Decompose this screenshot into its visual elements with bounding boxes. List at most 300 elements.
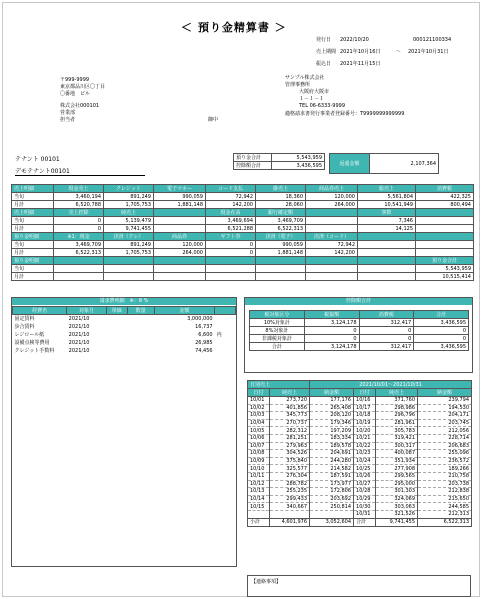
value-cell: 0: [414, 335, 469, 343]
value-cell: [256, 273, 306, 281]
daily-cell: 10/04: [248, 419, 270, 427]
header-cell: [54, 257, 104, 265]
daily-cell: 203,738: [418, 480, 472, 488]
value-cell: 264,000: [154, 249, 206, 257]
daily-cell: 10/28: [354, 488, 376, 496]
daily-cell: 255,096: [418, 450, 472, 458]
total-cell: 3,052,604: [310, 518, 354, 526]
daily-cell: 281,961: [376, 419, 418, 427]
deduction-row: [250, 343, 469, 351]
daily-row: [248, 510, 472, 518]
daily-cell: [248, 510, 270, 518]
row-label: 当旬: [12, 217, 54, 225]
header-cell: 決済（コード）: [306, 233, 358, 241]
header-cell: [206, 257, 256, 265]
daily-row: [248, 412, 472, 420]
value-cell: 0: [54, 217, 104, 225]
daily-cell: 187,591: [310, 472, 354, 480]
daily-cell: 265,408: [310, 404, 354, 412]
daily-cell: 10/01: [248, 397, 270, 405]
daily-cell: 10/29: [354, 495, 376, 503]
row-label: 当旬: [12, 241, 54, 249]
issuer-address-1: 大阪府大阪市: [299, 89, 330, 95]
daily-cell: 204,171: [418, 412, 472, 420]
daily-cell: 212,313: [418, 510, 472, 518]
header-row: [12, 257, 474, 265]
fees-table: [12, 306, 236, 355]
tenant-code: 00101: [40, 156, 60, 163]
value-cell: 891,249: [104, 241, 154, 249]
daily-cell: 228,714: [418, 434, 472, 442]
header-cell: 純売上: [270, 389, 310, 397]
daily-cell: 10/22: [354, 442, 376, 450]
daily-cell: 214,582: [310, 465, 354, 473]
table-row: [12, 241, 474, 249]
fee-cell: [106, 331, 127, 339]
daily-cell: 296,796: [376, 412, 418, 420]
header-cell: 納金額: [310, 389, 354, 397]
tenant-label-text: テナント: [15, 156, 39, 163]
daily-cell: 305,783: [376, 427, 418, 435]
daily-cell: 300,317: [376, 442, 418, 450]
total-row: [248, 518, 472, 526]
fee-cell: [127, 339, 154, 347]
daily-cell: 277,908: [376, 465, 418, 473]
daily-cell: 304,526: [270, 450, 310, 458]
summary-table: [233, 153, 325, 170]
daily-row: [248, 488, 472, 496]
value-cell: 3,436,595: [414, 343, 469, 351]
daily-cell: 244,280: [310, 457, 354, 465]
value-cell: [306, 273, 358, 281]
daily-cell: 10/17: [354, 404, 376, 412]
daily-label: 日別売上: [248, 381, 310, 389]
value-cell: 72,942: [306, 241, 358, 249]
header-row: [12, 185, 474, 193]
daily-cell: 203,692: [310, 495, 354, 503]
daily-row: [248, 450, 472, 458]
header-cell: [416, 233, 474, 241]
value-cell: 3,124,178: [304, 319, 359, 327]
value-cell: 800,494: [416, 201, 474, 209]
deduct-total: 3,436,595: [272, 162, 325, 170]
daily-cell: 10/13: [248, 488, 270, 496]
header-row: [12, 233, 474, 241]
table-row: [12, 265, 474, 273]
issuer-name: サンプル株式会社: [285, 75, 325, 81]
header-cell: ギフト券: [206, 233, 256, 241]
value-cell: 5,543,959: [416, 265, 474, 273]
recipient-zip: 〒999-9999: [60, 77, 90, 83]
deposit-total: 5,543,959: [272, 154, 325, 162]
daily-cell: 10/20: [354, 427, 376, 435]
table-row: [12, 225, 474, 233]
daily-cell: 10/09: [248, 457, 270, 465]
header-cell: 商品券売上: [306, 185, 358, 193]
daily-cell: 215,650: [418, 495, 472, 503]
daily-cell: 270,737: [270, 419, 310, 427]
daily-cell: 324,069: [376, 495, 418, 503]
daily-cell: 10/02: [248, 404, 270, 412]
value-cell: [306, 217, 358, 225]
header-cell: 純売上: [376, 389, 418, 397]
value-cell: 0: [206, 241, 256, 249]
value-cell: [206, 273, 256, 281]
daily-cell: [270, 510, 310, 518]
tenant-label: [15, 156, 60, 163]
daily-cell: 212,838: [418, 488, 472, 496]
daily-row: [248, 495, 472, 503]
recipient-dept: 営業部: [60, 110, 76, 116]
daily-cell: 273,720: [270, 397, 310, 405]
daily-cell: 288,782: [270, 480, 310, 488]
daily-cell: 400,087: [376, 450, 418, 458]
fee-cell: 6,600: [198, 331, 213, 338]
daily-cell: 255,235: [270, 488, 310, 496]
deduction-row: [250, 335, 469, 343]
deduction-row: [250, 319, 469, 327]
header-cell: 消費税: [416, 185, 474, 193]
daily-cell: 10/14: [248, 495, 270, 503]
daily-cell: 10/21: [354, 434, 376, 442]
header-cell: 金額: [154, 307, 214, 315]
fee-cell: [127, 331, 154, 339]
deduction-title: 控除額合計: [245, 298, 472, 305]
daily-cell: 10/11: [248, 472, 270, 480]
daily-row: [248, 457, 472, 465]
fee-name: クレジット手数料: [14, 347, 55, 354]
fee-cell: [215, 339, 236, 347]
fee-row: [13, 323, 236, 331]
fee-row: [13, 315, 236, 323]
value-cell: 0: [54, 225, 104, 233]
fee-cell: [106, 315, 127, 323]
deduct-label: 控除額合計: [234, 162, 272, 170]
value-cell: 0: [206, 249, 256, 257]
header-cell: [256, 257, 306, 265]
period-from: 2021年10月16日: [340, 49, 381, 55]
fee-cell: [215, 315, 236, 323]
total-cell: 4,601,976: [270, 518, 310, 526]
fee-name: 設備点検等費用: [14, 339, 50, 346]
header-cell: 純売上: [104, 209, 154, 217]
daily-cell: 10/05: [248, 427, 270, 435]
header-cell: 売上明細: [12, 209, 54, 217]
issuer-tel: TEL 06-6333-9999: [299, 103, 346, 109]
header-row: [248, 389, 472, 397]
daily-cell: 210,758: [418, 472, 472, 480]
fee-cell: 2021/10: [68, 323, 90, 330]
value-cell: 5,561,804: [358, 193, 416, 201]
daily-cell: 10/19: [354, 419, 376, 427]
fee-cell: 74,456: [195, 347, 213, 354]
page-title: ＜ 預り金精算書 ＞: [181, 21, 287, 34]
header-cell: [358, 233, 416, 241]
daily-cell: 10/31: [354, 510, 376, 518]
sales-grid: [11, 184, 474, 281]
value-cell: 422,325: [416, 193, 474, 201]
daily-cell: 10/08: [248, 450, 270, 458]
issuer-registration: 適格請求書発行事業者登録番号：T9999999999999: [285, 111, 405, 117]
value-cell: 3,469,694: [206, 217, 256, 225]
total-cell: 9,741,455: [376, 518, 418, 526]
value-cell: 6,522,313: [54, 249, 104, 257]
daily-cell: 194,530: [418, 404, 472, 412]
table-row: [12, 201, 474, 209]
fee-cell: 16,737: [195, 323, 213, 330]
fee-cell: [127, 323, 154, 331]
header-cell: クレジット: [104, 185, 154, 193]
daily-cell: 375,840: [270, 457, 310, 465]
value-cell: 120,000: [306, 193, 358, 201]
daily-cell: 10/25: [354, 465, 376, 473]
value-cell: 5,139,479: [104, 217, 154, 225]
value-cell: 3,124,178: [304, 343, 359, 351]
daily-cell: 10/15: [248, 503, 270, 511]
daily-cell: 276,304: [270, 472, 310, 480]
row-label: 月計: [12, 201, 54, 209]
daily-cell: 351,934: [376, 457, 418, 465]
header-cell: 電子マネー: [154, 185, 206, 193]
daily-cell: 10/06: [248, 434, 270, 442]
daily-cell: 295,000: [376, 480, 418, 488]
period-separator: ～: [396, 49, 402, 55]
value-cell: 6,522,313: [256, 225, 306, 233]
header-row: [12, 209, 474, 217]
period-to: 2021年10月31日: [408, 49, 449, 55]
recipient-address-2: 〇番地 ビル: [60, 91, 91, 97]
value-cell: [54, 265, 104, 273]
daily-cell: 321,526: [376, 510, 418, 518]
value-cell: 3,469,709: [256, 217, 306, 225]
daily-sales-table: [247, 380, 472, 527]
daily-cell: 206,683: [418, 442, 472, 450]
daily-row: [248, 397, 472, 405]
header-cell: 決済（電子）: [256, 233, 306, 241]
value-cell: [256, 265, 306, 273]
refund-label: 返還金額: [330, 154, 370, 174]
fee-name: 歩合賃料: [14, 323, 35, 330]
value-cell: 3,436,595: [414, 319, 469, 327]
value-cell: 非課税対象計: [250, 335, 305, 343]
recipient-honorific: 御中: [208, 117, 219, 123]
header-cell: 決済（クレ）: [104, 233, 154, 241]
header-cell: [416, 209, 474, 217]
daily-cell: 303,063: [376, 503, 418, 511]
daily-cell: 212,056: [418, 427, 472, 435]
daily-cell: 10/10: [248, 465, 270, 473]
header-cell: [104, 257, 154, 265]
value-cell: [358, 249, 416, 257]
value-cell: [358, 241, 416, 249]
value-cell: 6,521,288: [206, 225, 256, 233]
fees-box: [11, 297, 237, 567]
daily-cell: 236,572: [418, 457, 472, 465]
fee-cell: [127, 315, 154, 323]
value-cell: 18,360: [256, 193, 306, 201]
daily-cell: 10/07: [248, 442, 270, 450]
header-cell: 預り金明細: [12, 257, 54, 265]
header-cell: 単価: [106, 307, 127, 315]
fee-cell: 3,000,000: [187, 315, 213, 322]
deposit-label: 預り金合計: [234, 154, 272, 162]
notes-label: 【連絡事項】: [251, 579, 282, 585]
daily-cell: [310, 510, 354, 518]
daily-cell: 10/18: [354, 412, 376, 420]
daily-cell: 244,585: [418, 503, 472, 511]
daily-row: [248, 419, 472, 427]
daily-title-row: [248, 381, 472, 389]
value-cell: 0: [359, 335, 414, 343]
value-cell: 0: [304, 335, 359, 343]
row-label: 当旬: [12, 265, 54, 273]
value-cell: 72,942: [206, 193, 256, 201]
fee-row: [13, 331, 236, 339]
row-label: 月計: [12, 273, 54, 281]
value-cell: 142,200: [206, 201, 256, 209]
fee-row: [13, 347, 236, 355]
daily-cell: 10/03: [248, 412, 270, 420]
header-cell: 現金売上: [54, 185, 104, 193]
fee-cell: 内: [216, 331, 222, 338]
header-cell: 客数: [358, 209, 416, 217]
value-cell: [416, 249, 474, 257]
daily-cell: 177,176: [310, 397, 354, 405]
value-cell: 14,125: [358, 225, 416, 233]
value-cell: 1,705,753: [104, 249, 154, 257]
value-cell: [306, 265, 358, 273]
daily-cell: 172,806: [310, 488, 354, 496]
daily-cell: 371,760: [376, 397, 418, 405]
daily-cell: 197,209: [310, 427, 354, 435]
daily-row: [248, 480, 472, 488]
total-cell: 合計: [354, 518, 376, 526]
header-cell: 売上明細: [12, 185, 54, 193]
daily-cell: 298,986: [376, 404, 418, 412]
transfer-date: 2021年11月15日: [340, 61, 381, 67]
value-cell: 264,000: [306, 201, 358, 209]
issue-label: 発行日: [316, 37, 332, 43]
fee-row: [13, 339, 236, 347]
value-cell: 9,741,455: [104, 225, 154, 233]
value-cell: 10%対象計: [250, 319, 305, 327]
value-cell: [416, 241, 474, 249]
header-cell: 預り金明細: [12, 233, 54, 241]
refund-amount: 2,107,364: [370, 154, 439, 174]
value-cell: 3,460,194: [54, 193, 104, 201]
value-cell: 6,520,788: [54, 201, 104, 209]
daily-cell: 173,977: [310, 480, 354, 488]
daily-cell: 299,565: [376, 472, 418, 480]
fee-cell: [106, 339, 127, 347]
header-cell: 合計: [414, 311, 469, 319]
daily-cell: 179,346: [310, 419, 354, 427]
header-cell: ※1：現金: [54, 233, 104, 241]
value-cell: 120,000: [154, 241, 206, 249]
value-cell: 合計: [250, 343, 305, 351]
value-cell: 0: [414, 327, 469, 335]
value-cell: [154, 217, 206, 225]
daily-cell: 10/24: [354, 457, 376, 465]
fee-name: 固定賃料: [14, 315, 35, 322]
table-row: [12, 273, 474, 281]
daily-cell: 282,312: [270, 427, 310, 435]
daily-row: [248, 427, 472, 435]
daily-cell: 10/23: [354, 450, 376, 458]
header-cell: 日付: [354, 389, 376, 397]
value-cell: 28,060: [256, 201, 306, 209]
table-row: [12, 249, 474, 257]
daily-cell: 189,266: [418, 465, 472, 473]
header-cell: [306, 209, 358, 217]
recipient-person: 担当者: [60, 117, 76, 123]
notes-box: [247, 575, 471, 597]
value-cell: 10,541,949: [358, 201, 416, 209]
refund-table: [329, 153, 439, 174]
value-cell: 0: [359, 327, 414, 335]
header-cell: 日付: [248, 389, 270, 397]
value-cell: 1,881,148: [256, 249, 306, 257]
daily-cell: 239,794: [418, 397, 472, 405]
header-cell: 掛売上: [256, 185, 306, 193]
daily-cell: 401,856: [270, 404, 310, 412]
daily-cell: 281,251: [270, 434, 310, 442]
fee-cell: [106, 323, 127, 331]
value-cell: [358, 273, 416, 281]
row-label: 月計: [12, 225, 54, 233]
total-cell: 小計: [248, 518, 270, 526]
issuer-address-2: １－１－１: [299, 96, 325, 102]
value-cell: [358, 265, 416, 273]
daily-cell: 325,577: [270, 465, 310, 473]
header-cell: 納金額: [418, 389, 472, 397]
value-cell: [416, 225, 474, 233]
header-cell: 売上控除: [54, 209, 104, 217]
value-cell: [54, 273, 104, 281]
header-row: [250, 311, 469, 319]
daily-cell: 10/26: [354, 472, 376, 480]
daily-cell: 10/27: [354, 480, 376, 488]
issue-date: 2022/10/20: [340, 37, 369, 43]
daily-row: [248, 404, 472, 412]
header-cell: [154, 257, 206, 265]
tenant-name: デモテナント00101: [15, 168, 145, 176]
daily-cell: 10/30: [354, 503, 376, 511]
daily-cell: 10/16: [354, 397, 376, 405]
value-cell: [104, 265, 154, 273]
transfer-label: 振込日: [316, 61, 332, 67]
header-cell: [154, 209, 206, 217]
daily-row: [248, 442, 472, 450]
daily-cell: 319,421: [376, 434, 418, 442]
header-cell: [215, 307, 236, 315]
fee-cell: [106, 347, 127, 355]
daily-cell: 345,773: [270, 412, 310, 420]
daily-row: [248, 503, 472, 511]
header-cell: 対象月: [67, 307, 107, 315]
value-cell: 312,417: [359, 319, 414, 327]
header-cell: 現金在高: [206, 209, 256, 217]
period-label: 売上期間: [316, 49, 337, 55]
recipient-address-1: 東京都品川区〇丁目: [60, 84, 106, 90]
value-cell: [154, 225, 206, 233]
value-cell: 1,881,148: [154, 201, 206, 209]
value-cell: [154, 265, 206, 273]
header-cell: 経費名: [13, 307, 67, 315]
header-cell: [306, 257, 358, 265]
header-cell: [358, 257, 416, 265]
value-cell: [306, 225, 358, 233]
